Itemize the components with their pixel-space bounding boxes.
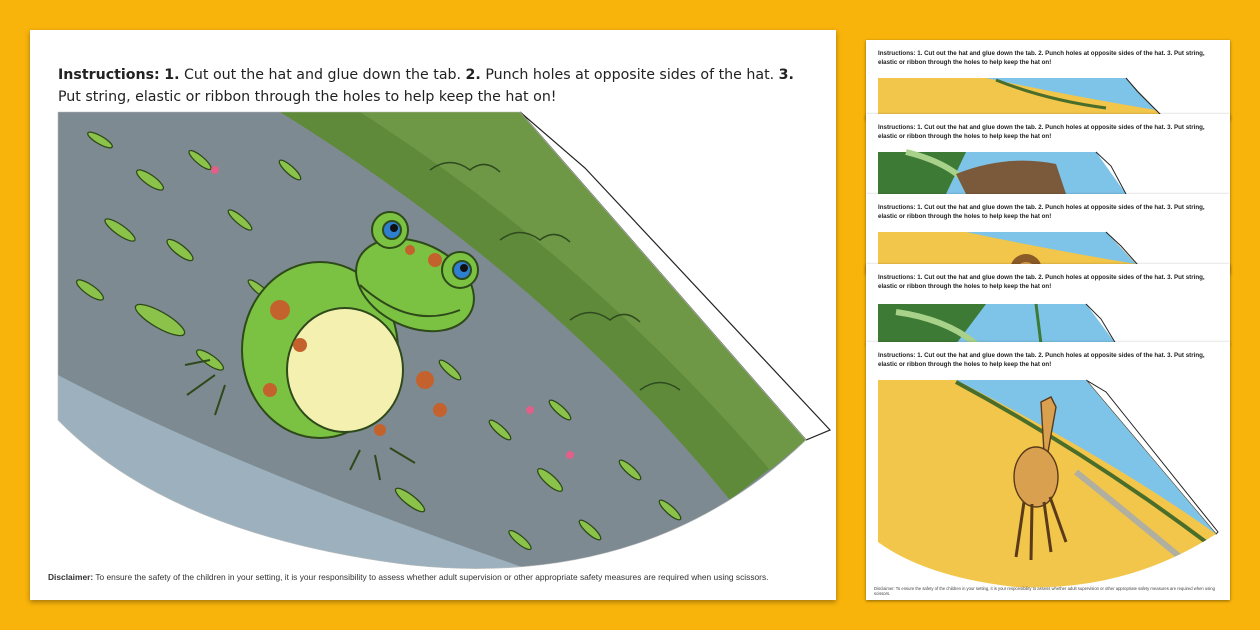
- thumbnail-disclaimer: Disclaimer: To ensure the safety of the children in your setting, it is your responsibility to assess whether adult supervision or other appropriate safety measures are required when using scissors.: [874, 586, 1215, 596]
- thumbnail-lion-savanna-hat: [866, 194, 1230, 274]
- thumbnail-savanna-hat: [866, 40, 1230, 120]
- thumbnail-jungle-sloth-hat: [866, 114, 1230, 194]
- thumbnail-jungle-hat: [866, 264, 1230, 344]
- thumbnail-instructions: Instructions: 1. Cut out the hat and glue down the tab. 2. Punch holes at opposite sides of the hat. 3. Put string, elastic or ribbon through the holes to help keep the hat on!: [878, 352, 1205, 368]
- hat-instructions: Instructions: 1. Cut out the hat and glue down the tab. 2. Punch holes at opposite sides of the hat. 3. Put string, elastic or ribbon through the holes to help keep the hat on!: [58, 67, 794, 105]
- safety-disclaimer: Disclaimer: To ensure the safety of the children in your setting, it is your responsibility to assess whether adult supervision or other appropriate safety measures are required when using scissors.: [48, 572, 769, 582]
- thumbnail-giraffe-savanna-hat: [866, 342, 1230, 600]
- thumbnail-instructions: Instructions: 1. Cut out the hat and glue down the tab. 2. Punch holes at opposite sides of the hat. 3. Put string, elastic or ribbon through the holes to help keep the hat on!: [878, 50, 1205, 66]
- hat-thumbnail-stack: [864, 28, 1232, 602]
- thumbnail-instructions: Instructions: 1. Cut out the hat and glue down the tab. 2. Punch holes at opposite sides of the hat. 3. Put string, elastic or ribbon through the holes to help keep the hat on!: [878, 204, 1205, 220]
- thumbnail-instructions: Instructions: 1. Cut out the hat and glue down the tab. 2. Punch holes at opposite sides of the hat. 3. Put string, elastic or ribbon through the holes to help keep the hat on!: [878, 274, 1205, 290]
- frog-hat-illustration: [30, 30, 836, 600]
- thumbnail-instructions: Instructions: 1. Cut out the hat and glue down the tab. 2. Punch holes at opposite sides of the hat. 3. Put string, elastic or ribbon through the holes to help keep the hat on!: [878, 124, 1205, 140]
- main-hat-sheet: [30, 30, 836, 600]
